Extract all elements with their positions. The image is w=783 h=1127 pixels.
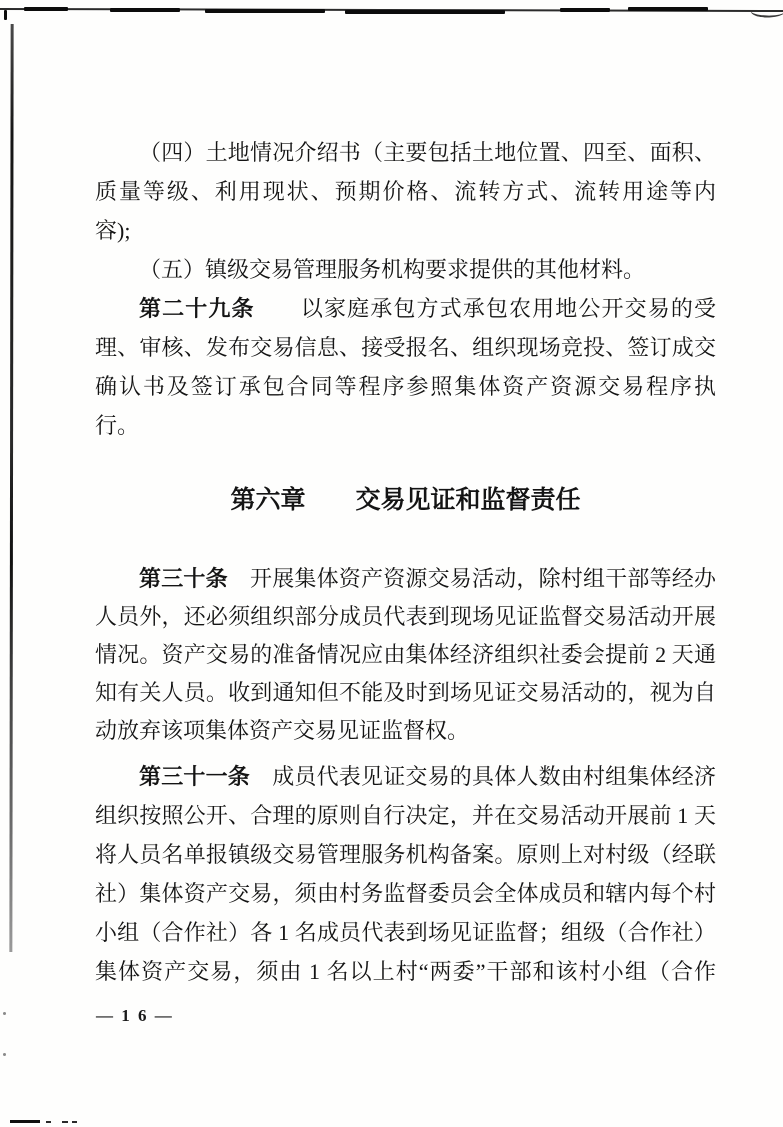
body-line: （五）镇级交易管理服务机构要求提供的其他材料。 xyxy=(139,257,646,282)
body-line xyxy=(95,560,716,598)
body-line: 小组（合作社）各 1 名成员代表到场见证监督；组级（合作社） xyxy=(95,920,716,945)
chapter-title: 交易见证和监督责任 xyxy=(355,487,581,514)
top-edge-dash xyxy=(24,7,68,11)
body-line: 将人员名单报镇级交易管理服务机构备案。原则上对村级（经联 xyxy=(95,842,716,867)
article-31-number: 第三十一条 xyxy=(139,764,250,789)
top-edge-dash xyxy=(560,8,610,12)
article-29-text: 以家庭承包方式承包农用地公开交易的受 xyxy=(254,296,716,321)
body-line xyxy=(95,757,716,796)
scan-artifact-left-edge xyxy=(9,24,13,952)
scan-speck xyxy=(3,1053,6,1056)
article-29-number: 第二十九条 xyxy=(139,296,255,321)
article-29-paragraph xyxy=(95,289,716,445)
chapter-number: 第六章 xyxy=(230,487,306,514)
body-line: 社）集体资产交易，须由村务监督委员会全体成员和辖内每个村 xyxy=(95,881,716,906)
bottom-mark xyxy=(10,1120,40,1123)
article-30-paragraph xyxy=(95,560,716,750)
scan-artifact-bottom-left xyxy=(0,1115,200,1127)
article-31-paragraph xyxy=(95,757,716,991)
chapter-heading xyxy=(95,481,716,520)
body-line: 集体资产交易，须由 1 名以上村“两委”干部和该村小组（合作 xyxy=(95,959,716,984)
bottom-mark xyxy=(46,1121,51,1123)
bottom-mark xyxy=(72,1121,77,1123)
body-line: 行。 xyxy=(95,413,140,438)
body-line: 知有关人员。收到通知但不能及时到场见证交易活动的，视为自 xyxy=(95,680,716,705)
top-edge-dash xyxy=(110,8,180,12)
article-30-text: 开展集体资产资源交易活动，除村组干部等经办 xyxy=(227,566,716,591)
body-line: 动放弃该项集体资产交易见证监督权。 xyxy=(95,718,470,743)
top-edge-dash xyxy=(345,10,505,14)
body-line: 容); xyxy=(95,218,131,243)
body-line xyxy=(95,289,716,328)
top-edge-dash xyxy=(628,7,708,11)
body-line: 确认书及签订承包合同等程序参照集体资产资源交易程序执 xyxy=(95,374,716,399)
page-number: — 1 6 — xyxy=(96,1006,174,1025)
body-line: 情况。资产交易的准备情况应由集体经济组织社委会提前 2 天通 xyxy=(95,642,716,667)
body-line: 理、审核、发布交易信息、接受报名、组织现场竞投、签订成交 xyxy=(95,335,716,360)
scan-artifact-top-edge xyxy=(0,0,783,22)
top-edge-dash xyxy=(205,9,325,13)
article-31-text: 成员代表见证交易的具体人数由村组集体经济 xyxy=(250,764,716,789)
top-edge-curl xyxy=(750,0,783,20)
scan-speck xyxy=(3,1012,6,1015)
top-edge-tick xyxy=(4,10,7,20)
clause-item-4 xyxy=(95,133,716,250)
body-line: 人员外，还必须组织部分成员代表到现场见证监督交易活动开展 xyxy=(95,604,716,629)
body-line: （四）土地情况介绍书（主要包括土地位置、四至、面积、 xyxy=(139,140,716,165)
body-line: 质量等级、利用现状、预期价格、流转方式、流转用途等内 xyxy=(95,179,716,204)
article-30-number: 第三十条 xyxy=(139,566,228,591)
clause-item-5 xyxy=(95,250,716,289)
bottom-mark xyxy=(62,1121,68,1123)
body-line: 组织按照公开、合理的原则自行决定，并在交易活动开展前 1 天 xyxy=(95,803,716,828)
upper-text-block xyxy=(95,133,716,445)
